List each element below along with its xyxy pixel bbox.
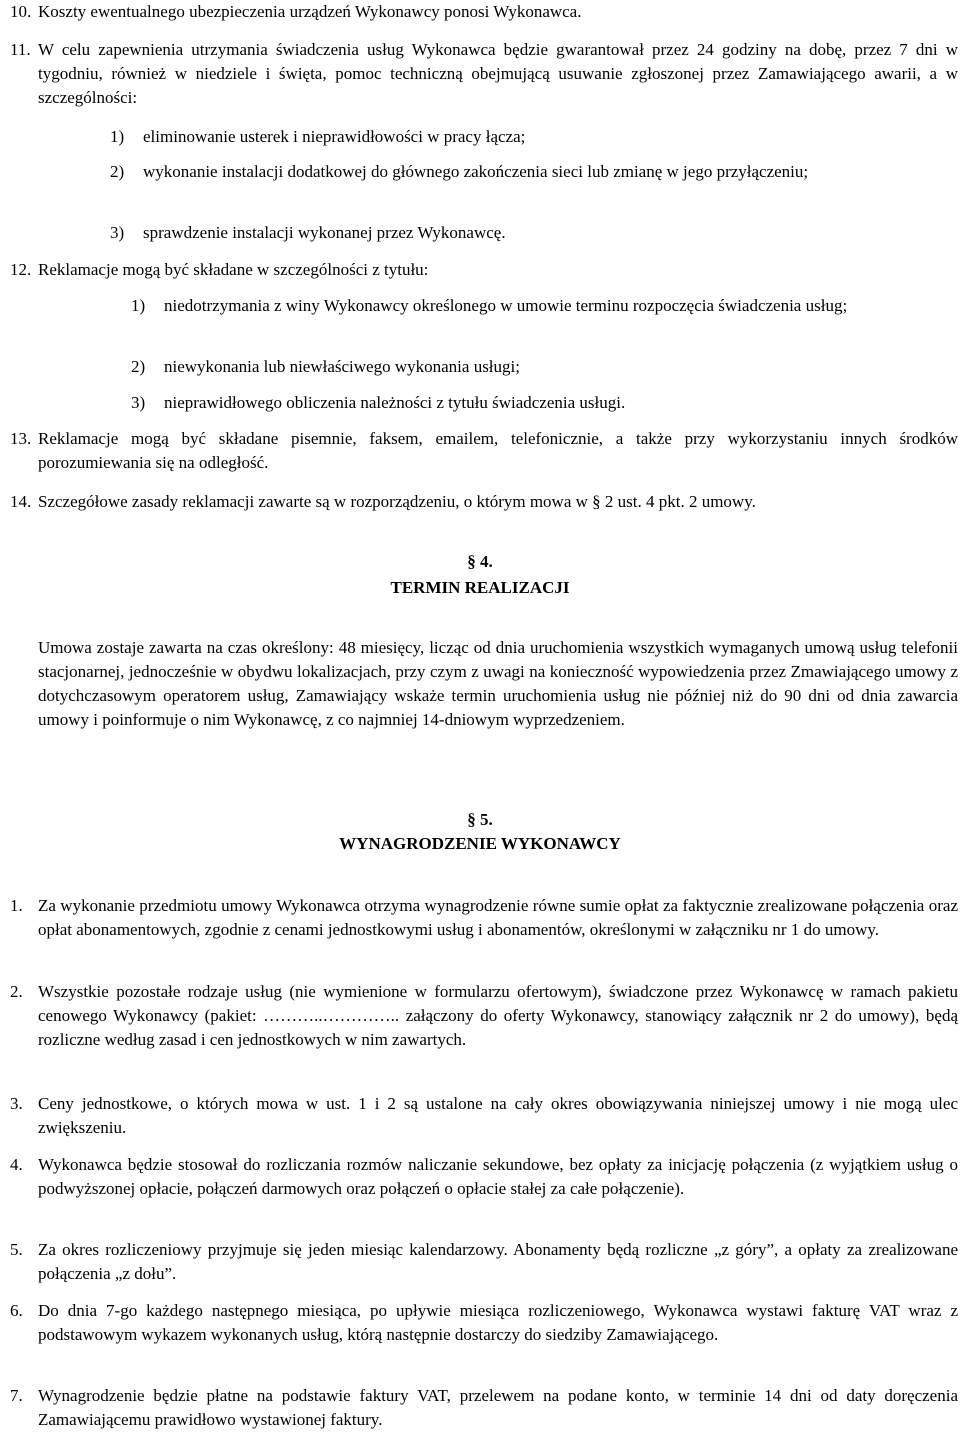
section-5-item-6 [10, 1299, 958, 1347]
clause-12 [10, 258, 958, 282]
clause-12-item-1 [131, 294, 958, 318]
item-number: 2) [110, 162, 125, 181]
item-number: 2. [10, 982, 23, 1001]
item-text: Wynagrodzenie będzie płatne na podstawie faktury VAT, przelewem na podane konto, w terminie 14 dni od daty doręczenia Zamawiającemu prawidłowo wystawionej faktury. [38, 1386, 958, 1429]
clause-text: Szczegółowe zasady reklamacji zawarte są w rozporządzeniu, o którym mowa w § 2 ust. 4 pkt. 2 umowy. [38, 492, 756, 511]
clause-11-item-2 [110, 160, 958, 184]
item-number: 3) [110, 223, 125, 242]
item-number: 7. [10, 1386, 23, 1405]
clause-text: Reklamacje mogą być składane pisemnie, faksem, emailem, telefonicznie, a także przy wykorzystaniu innych środków porozumiewania się na odległość. [38, 429, 958, 472]
section-4-title: TERMIN REALIZACJI [390, 578, 570, 597]
item-text: Do dnia 7-go każdego następnego miesiąca, po upływie miesiąca rozliczeniowego, Wykonawca wystawi fakturę VAT wraz z podstawowym wykazem wykonanych usług, którą następnie dostarczy do siedziby Zamawiającego. [38, 1301, 958, 1344]
clause-number: 13. [10, 429, 32, 448]
clause-11 [10, 38, 958, 110]
section-5-title: WYNAGRODZENIE WYKONAWCY [339, 834, 621, 853]
section-5-item-1 [10, 894, 958, 942]
clause-11-item-1 [110, 125, 958, 149]
clause-11-item-3 [110, 221, 958, 245]
item-text: wykonanie instalacji dodatkowej do głównego zakończenia sieci lub zmianę w jego przyłączeniu; [143, 162, 809, 181]
clause-text: Reklamacje mogą być składane w szczególności z tytułu: [38, 260, 429, 279]
item-text: eliminowanie usterek i nieprawidłowości w pracy łącza; [143, 127, 526, 146]
item-number: 4. [10, 1155, 23, 1174]
item-text: Wszystkie pozostałe rodzaje usług (nie wymienione w formularzu ofertowym), świadczone przez Wykonawcę w ramach pakietu cenowego Wykonawcy (pakiet: ………..………….. załączony do oferty Wykonawcy, stanowiący załącznik nr 2 do umowy), będą rozliczne według zasad i cen jednostkowych w nim zawartych. [38, 982, 958, 1049]
item-text: Wykonawca będzie stosował do rozliczania rozmów naliczanie sekundowe, bez opłaty za inicjację połączenia (z wyjątkiem usług o podwyższonej opłacie, połączeń darmowych oraz połączeń o opłacie stałej za całe połączenie). [38, 1155, 958, 1198]
clause-number: 14. [10, 492, 32, 511]
clause-number: 12. [10, 260, 32, 279]
clause-number: 10. [10, 2, 32, 21]
section-5-item-2 [10, 980, 958, 1052]
item-number: 6. [10, 1301, 23, 1320]
item-number: 3. [10, 1094, 23, 1113]
item-text: Za wykonanie przedmiotu umowy Wykonawca otrzyma wynagrodzenie równe sumie opłat za faktycznie zrealizowane połączenia oraz opłat abonamentowych, zgodnie z cenami jednostkowymi usług i abonamentów, określonymi w załączniku nr 1 do umowy. [38, 896, 958, 939]
item-text: Za okres rozliczeniowy przyjmuje się jeden miesiąc kalendarzowy. Abonamenty będą rozliczne „z góry”, a opłaty za zrealizowane połączenia „z dołu”. [38, 1240, 958, 1283]
section-5-number: § 5. [467, 810, 493, 829]
clause-10 [10, 0, 950, 24]
clause-14 [10, 490, 958, 514]
section-5-item-5 [10, 1238, 958, 1286]
section-4-body: Umowa zostaje zawarta na czas określony: 48 miesięcy, licząc od dnia uruchomienia wszystkich wymaganych umową usług telefonii stacjonarnej, jednocześnie w obydwu lokalizacjach, przy czym z uwagi na konieczność wypowiedzenia przez Zmawiającego umowy z dotychczasowym operatorem usług, Zamawiający wskaże termin uruchomienia usług nie później niż do 90 dni od dnia zawarcia umowy i poinformuje o nim Wykonawcę, z co najmniej 14-dniowym wyprzedzeniem. [38, 638, 958, 729]
item-number: 3) [131, 393, 146, 412]
item-number: 5. [10, 1240, 23, 1259]
item-number: 1. [10, 896, 23, 915]
clause-12-item-2 [131, 355, 958, 379]
section-5-item-4 [10, 1153, 958, 1201]
item-number: 1) [110, 127, 125, 146]
item-text: niedotrzymania z winy Wykonawcy określonego w umowie terminu rozpoczęcia świadczenia usług; [164, 296, 848, 315]
item-number: 1) [131, 296, 146, 315]
item-text: sprawdzenie instalacji wykonanej przez Wykonawcę. [143, 223, 506, 242]
item-number: 2) [131, 357, 146, 376]
clause-12-item-3 [131, 391, 958, 415]
clause-text: Koszty ewentualnego ubezpieczenia urządzeń Wykonawcy ponosi Wykonawca. [38, 2, 582, 21]
section-5-item-7 [10, 1384, 958, 1432]
item-text: niewykonania lub niewłaściwego wykonania usługi; [164, 357, 520, 376]
item-text: Ceny jednostkowe, o których mowa w ust. 1 i 2 są ustalone na cały okres obowiązywania niniejszej umowy i nie mogą ulec zwiększeniu. [38, 1094, 958, 1137]
clause-text: W celu zapewnienia utrzymania świadczenia usług Wykonawca będzie gwarantował przez 24 godziny na dobę, przez 7 dni w tygodniu, również w niedziele i święta, pomoc techniczną obejmującą usuwanie zgłoszonej przez Zamawiającego awarii, a w szczególności: [38, 40, 958, 107]
item-text: nieprawidłowego obliczenia należności z tytułu świadczenia usługi. [164, 393, 626, 412]
section-5-item-3 [10, 1092, 958, 1140]
section-4-number: § 4. [467, 552, 493, 571]
clause-13 [10, 427, 958, 475]
clause-number: 11. [10, 40, 31, 59]
